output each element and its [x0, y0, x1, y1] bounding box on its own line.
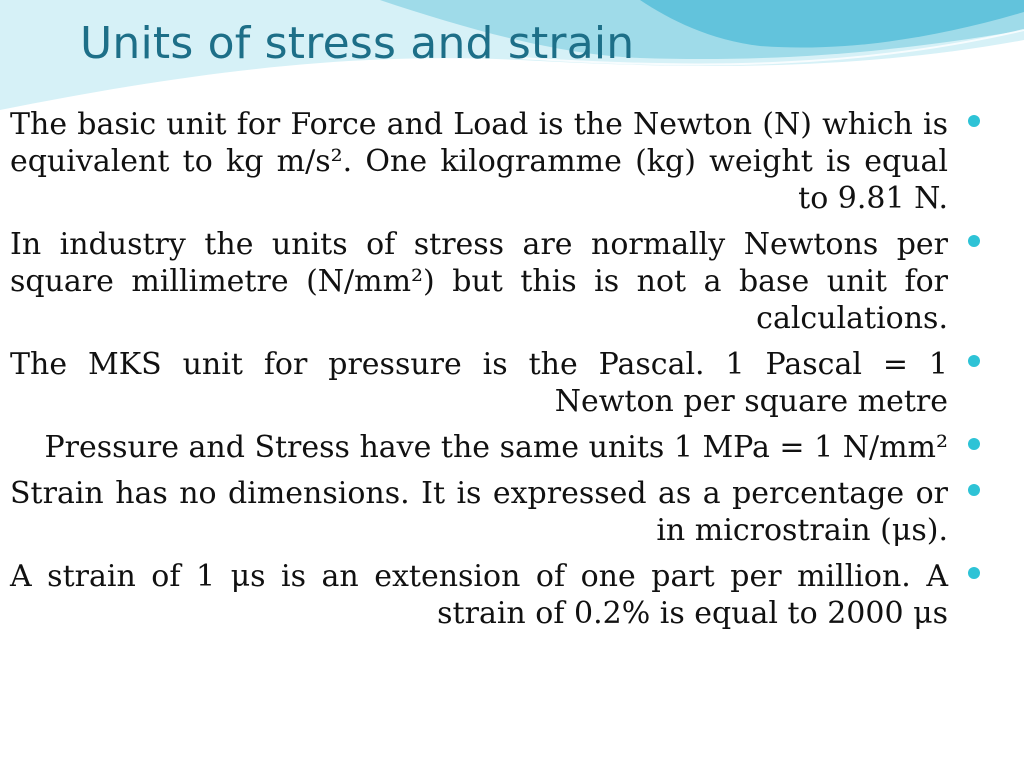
bullet-item	[10, 558, 950, 632]
slide-title: Units of stress and strain	[80, 18, 635, 69]
bullet-text: In industry the units of stress are normally Newtons per square millimetre (N/mm²) but this is not a base unit for calculations.	[10, 227, 948, 336]
bullet-dot-icon	[968, 484, 980, 496]
bullet-dot-icon	[968, 115, 980, 127]
bullet-dot-icon	[968, 438, 980, 450]
bullet-text: Strain has no dimensions. It is expressed as a percentage or in microstrain (μs).	[10, 476, 948, 548]
bullet-item	[10, 106, 950, 217]
bullet-item	[10, 475, 950, 549]
bullet-item	[10, 346, 950, 420]
bullet-text: A strain of 1 μs is an extension of one part per million. A strain of 0.2% is equal to 2000 μs	[10, 559, 948, 631]
bullet-text: The basic unit for Force and Load is the Newton (N) which is equivalent to kg m/s². One kilogramme (kg) weight is equal to 9.81 N.	[10, 107, 948, 216]
bullet-item	[10, 226, 950, 337]
bullet-item	[10, 429, 950, 466]
bullet-dot-icon	[968, 235, 980, 247]
bullet-text: The MKS unit for pressure is the Pascal. 1 Pascal = 1 Newton per square metre	[10, 347, 948, 419]
bullet-list	[10, 106, 950, 641]
bullet-dot-icon	[968, 567, 980, 579]
bullet-dot-icon	[968, 355, 980, 367]
bullet-text: Pressure and Stress have the same units 1 MPa = 1 N/mm²	[44, 430, 948, 465]
